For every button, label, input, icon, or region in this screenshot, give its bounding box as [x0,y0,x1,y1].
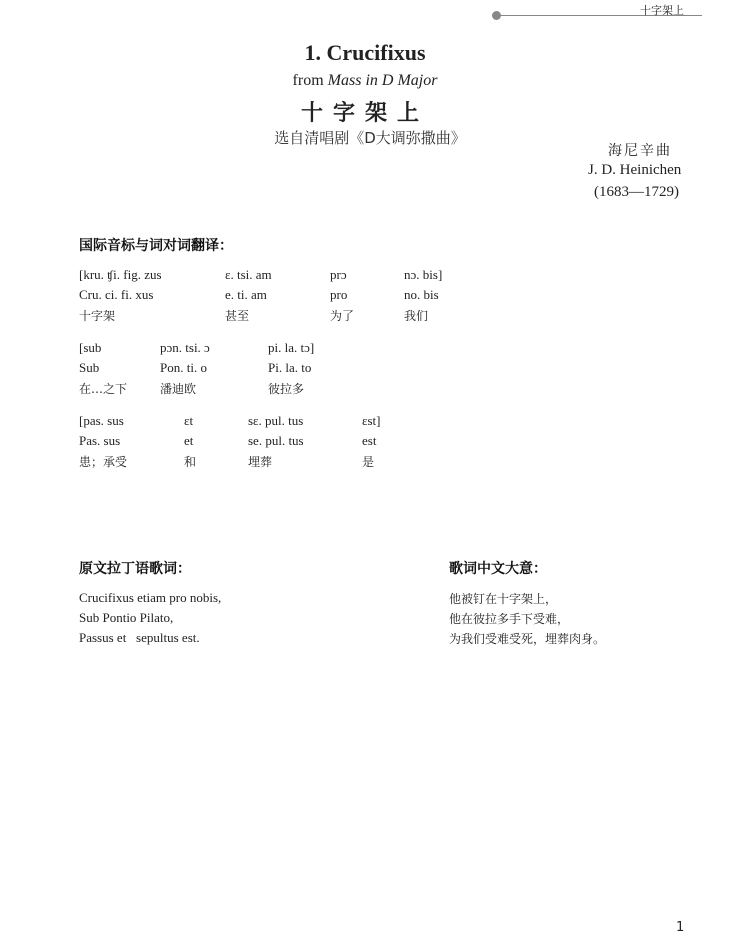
chinese-gloss: 在…之下 [79,382,128,396]
ipa-word: [pas. sus [79,413,124,428]
chinese-title: 十字架上 [300,101,429,126]
chinese-gloss: 是 [362,455,375,469]
chinese-gloss: 为了 [330,309,355,323]
latin-syllables: Cru. ci. fi. xus [79,287,154,302]
latin-lyrics-heading: 原文拉丁语歌词： [79,561,191,577]
page-number: 1 [676,920,685,935]
ipa-word: ɛt [184,413,194,428]
latin-lyric-line: Crucifixus etiam pro nobis, [79,590,222,605]
ipa-section-heading: 国际音标与词对词翻译： [79,238,233,254]
chinese-gloss: 潘迪欧 [160,382,197,396]
latin-syllables: et [184,433,194,448]
composer-chinese: 海尼辛曲 [608,143,672,159]
running-title: 十字架上 [640,4,684,17]
chinese-gloss: 患；承受 [79,455,128,469]
chinese-subtitle: 选自清唱剧《D大调弥撒曲》 [274,129,466,147]
latin-syllables: no. bis [404,287,439,302]
chinese-gloss: 十字架 [79,309,116,323]
subtitle-work: Mass in D Major [327,72,438,89]
chinese-gloss: 甚至 [225,309,250,323]
chinese-meaning-line: 他在彼拉多手下受难， [449,612,570,626]
english-subtitle [0,72,730,90]
latin-syllables: est [362,433,377,448]
chinese-gloss: 埋葬 [248,455,273,469]
latin-lyric-line: Sub Pontio Pilato, [79,610,174,625]
composer-name: J. D. Heinichen [588,162,682,178]
latin-syllables: e. ti. am [225,287,267,302]
latin-syllables: Pas. sus [79,433,121,448]
latin-lyric-line: Passus et sepultus est. [79,630,200,645]
composer-years: (1683—1729) [594,184,679,200]
latin-syllables: Pon. ti. o [160,360,207,375]
ipa-word: ɛ. tsi. am [225,267,272,282]
ipa-word: [kru. ʧi. fig. zus [79,267,162,282]
ipa-word: [sub [79,340,102,355]
header-dot [492,11,501,20]
chinese-gloss: 我们 [404,309,429,323]
ipa-word: prɔ [330,267,347,282]
latin-syllables: Sub [79,360,100,375]
latin-syllables: se. pul. tus [248,433,304,448]
ipa-word: ɛst] [362,413,381,428]
chinese-meaning-heading: 歌词中文大意： [449,561,547,577]
chinese-gloss: 彼拉多 [268,382,305,396]
ipa-word: pi. la. tɔ] [268,340,315,355]
ipa-word: nɔ. bis] [404,267,443,282]
latin-syllables: pro [330,287,348,302]
ipa-word: pɔn. tsi. ɔ [160,340,210,355]
chinese-gloss: 和 [184,455,197,469]
chinese-meaning-line: 他被钉在十字架上， [449,592,558,606]
ipa-word: sɛ. pul. tus [248,413,304,428]
latin-syllables: Pi. la. to [268,360,312,375]
page-title: 1. Crucifixus [304,40,426,65]
subtitle-prefix: from [292,72,328,89]
chinese-meaning-line: 为我们受难受死，埋葬肉身。 [449,632,606,646]
